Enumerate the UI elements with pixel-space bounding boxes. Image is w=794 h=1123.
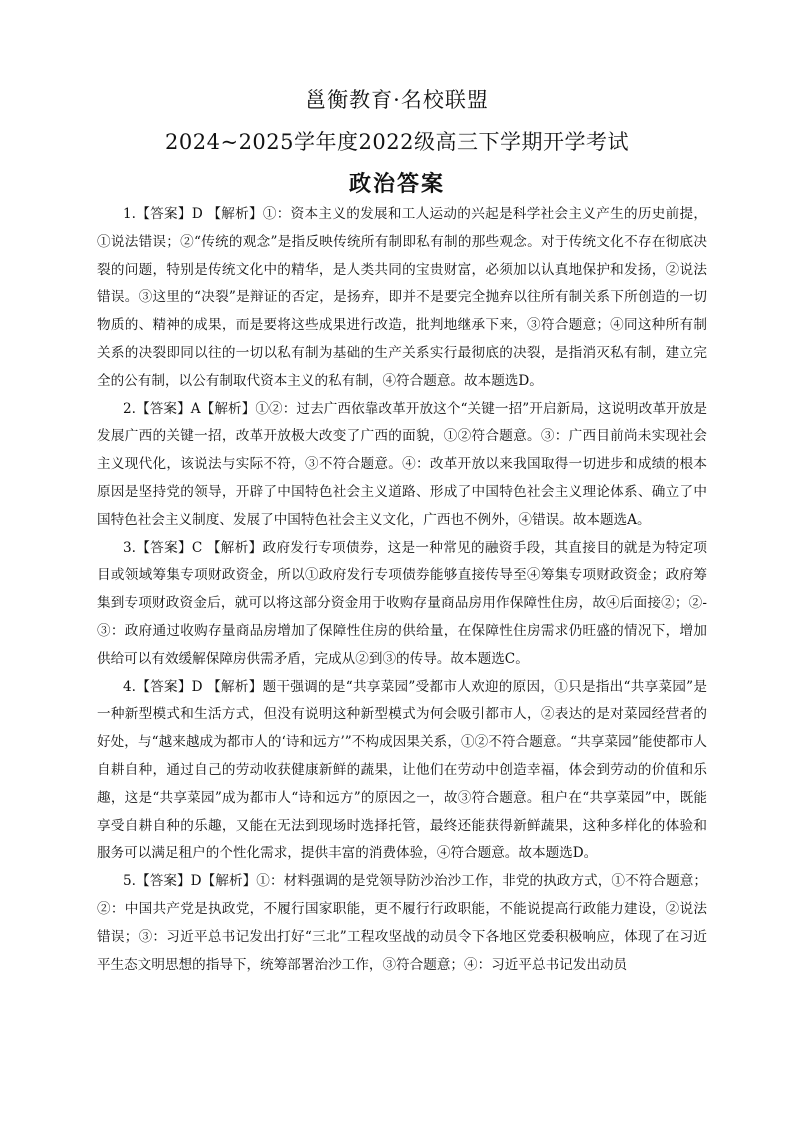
answer-paragraph-4: 4.【答案】D 【解析】题干强调的是“共享菜园”受都市人欢迎的原因，①只是指出“共享菜园”是一种新型模式和生活方式，但没有说明这种新型模式为何会吸引都市人，②表达的是对菜园经营者的好处，与“越来越成为都市人的‘诗和远方’”不构成因果关系，①②不符合题意。“共享菜园”能使都市人自耕自种，通过自己的劳动收获健康新鲜的蔬果，让他们在劳动中创造幸福，体会到劳动的价值和乐趣，这是“共享菜园”成为都市人“诗和远方”的原因之一，故③符合题意。租户在“共享菜园”中，既能享受自耕自种的乐趣，又能在无法到现场时选择托管，最终还能获得新鲜蔬果，这种多样化的体验和服务可以满足租户的个性化需求，提供丰富的消费体验，④符合题意。故本题选D。 [97, 678, 707, 862]
exam-title: 2024~2025学年度2022级高三下学期开学考试 [165, 130, 629, 154]
answer-paragraph-5: 5.【答案】D【解析】①：材料强调的是党领导防沙治沙工作，非党的执政方式，①不符合题意；②：中国共产党是执政党，不履行国家职能，更不履行行政职能，不能说提高行政能力建设，②说法错误；③：习近平总书记发出打好“三北”工程攻坚战的动员令下各地区党委积极响应，体现了在习近平生态文明思想的指导下，统筹部署治沙工作，③符合题意；④：习近平总书记发出动员 [97, 873, 707, 973]
organization-title: 邕衡教育·名校联盟 [305, 88, 489, 112]
answers-body [97, 201, 707, 979]
answer-paragraph-3: 3.【答案】C 【解析】政府发行专项债券，这是一种常见的融资手段，其直接目的就是为特定项目或领域筹集专项财政资金，所以①政府发行专项债券能够直接传导至④筹集专项财政资金；政府筹集到专项财政资金后，就可以将这部分资金用于收购存量商品房用作保障性住房，故④后面接②；②-③：政府通过收购存量商品房增加了保障性住房的供给量，在保障性住房需求仍旺盛的情况下，增加供给可以有效缓解保障房供需矛盾，完成从②到③的传导。故本题选C。 [97, 539, 707, 667]
answer-paragraph-1: 1.【答案】D 【解析】①：资本主义的发展和工人运动的兴起是科学社会主义产生的历史前提，①说法错误；②“传统的观念”是指反映传统所有制即私有制的那些观念。对于传统文化不存在彻底决裂的问题，特别是传统文化中的精华，是人类共同的宝贵财富，必须加以认真地保护和发扬，②说法错误。③这里的“决裂”是辩证的否定，是扬弃，即并不是要完全抛弃以往所有制关系下所创造的一切物质的、精神的成果，而是要将这些成果进行改造，批判地继承下来，③符合题意；④同这种所有制关系的决裂即同以往的一切以私有制为基础的生产关系实行最彻底的决裂，是指消灭私有制，建立完全的公有制，以公有制取代资本主义的私有制，④符合题意。故本题选D。 [97, 206, 707, 389]
subject-title: 政治答案 [348, 171, 445, 197]
answer-paragraph-2: 2.【答案】A【解析】①②：过去广西依靠改革开放这个“关键一招”开启新局，这说明改革开放是发展广西的关键一招，改革开放极大改变了广西的面貌，①②符合题意。③：广西目前尚未实现社会主义现代化，该说法与实际不符，③不符合题意。④：改革开放以来我国取得一切进步和成绩的根本原因是坚持党的领导，开辟了中国特色社会主义道路、形成了中国特色社会主义理论体系、确立了中国特色社会主义制度、发展了中国特色社会主义文化，广西也不例外，④错误。故本题选A。 [97, 400, 707, 528]
